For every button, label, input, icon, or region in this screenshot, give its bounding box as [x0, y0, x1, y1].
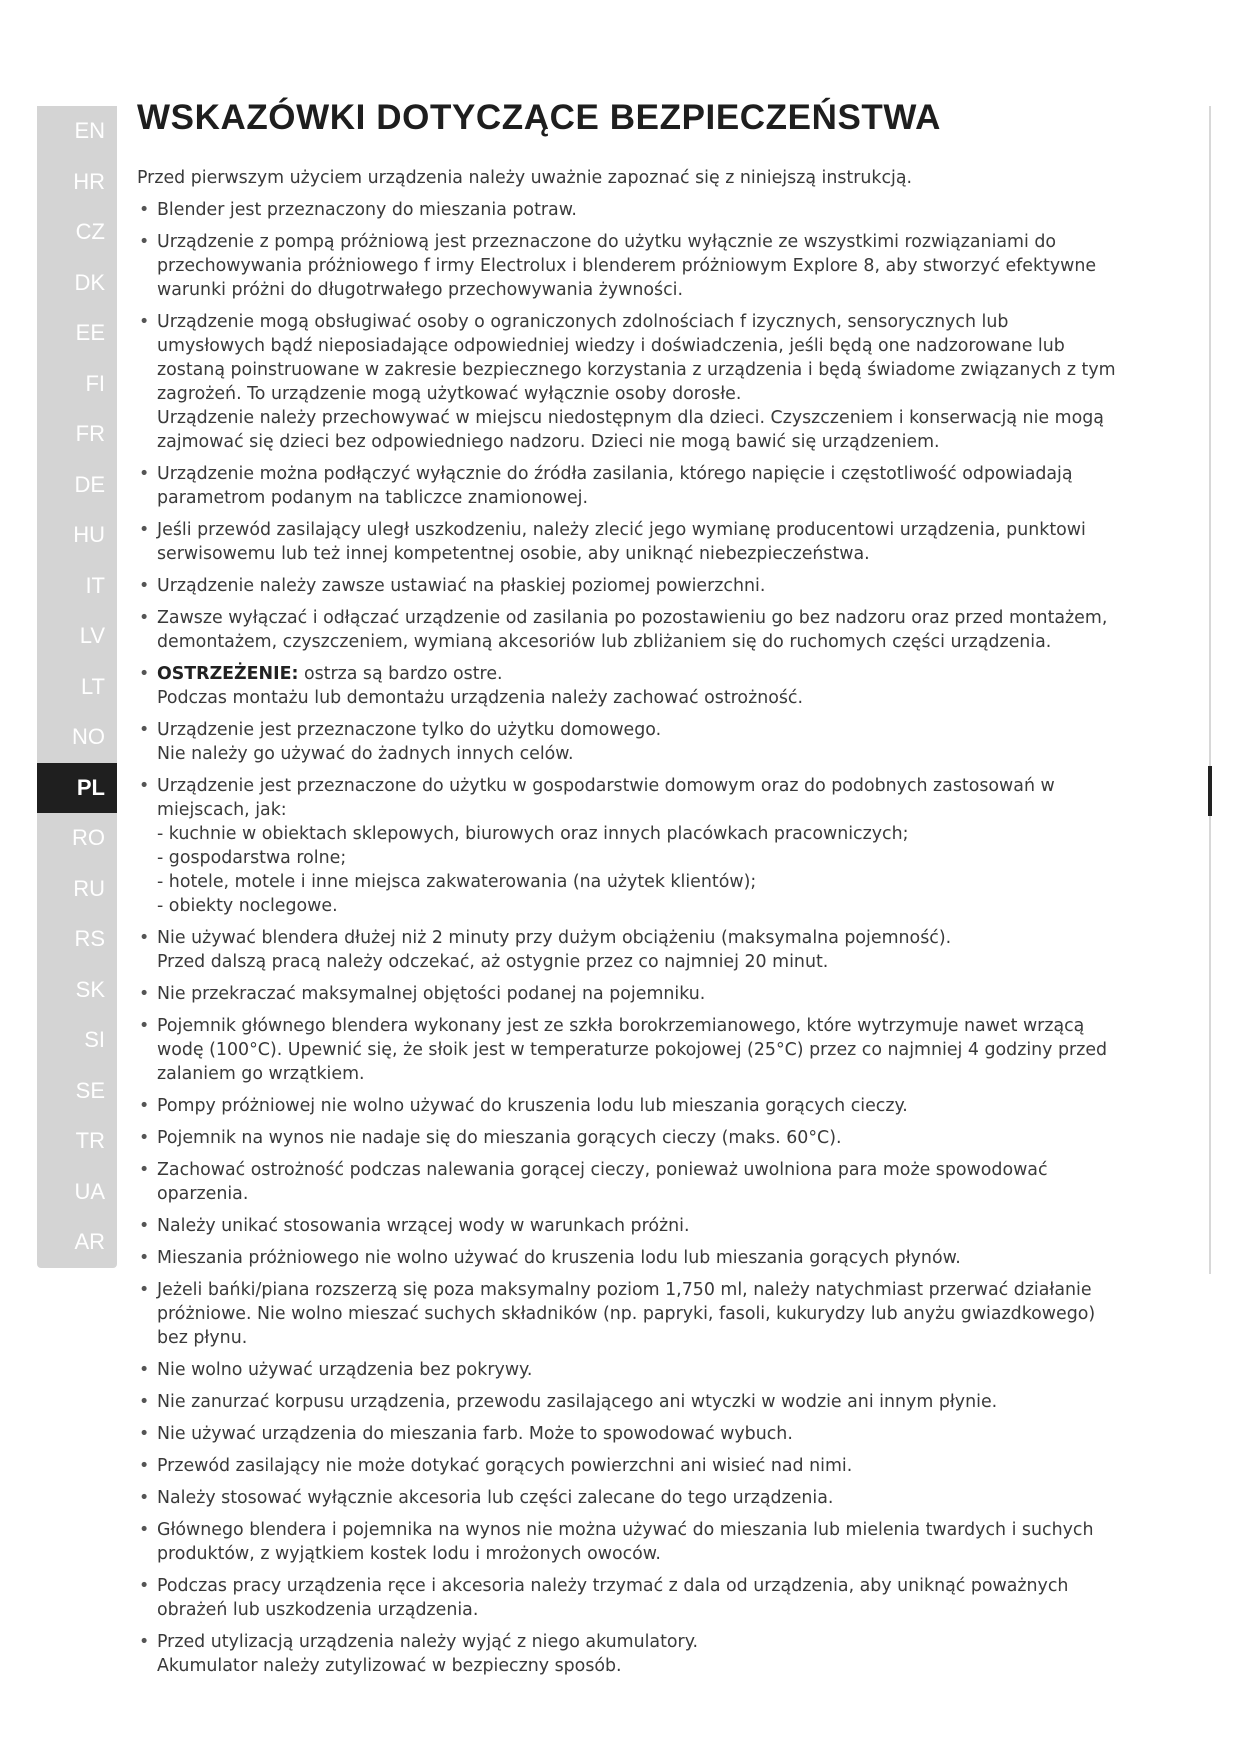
safety-item — [137, 1014, 1117, 1086]
safety-item-line: • Mieszania próżniowego nie wolno używać do kruszenia lodu lub mieszania gorących płynów. — [157, 1248, 961, 1268]
lang-tab-no[interactable]: NO — [37, 712, 117, 763]
lang-tab-de[interactable]: DE — [37, 460, 117, 511]
safety-item — [137, 310, 1117, 454]
safety-item-line: - kuchnie w obiektach sklepowych, biurowych oraz innych placówkach pracowniczych; — [157, 824, 909, 844]
safety-item-line: • Pompy próżniowej nie wolno używać do kruszenia lodu lub mieszania gorących cieczy. — [157, 1096, 908, 1116]
lang-tab-pl[interactable]: PL — [37, 763, 117, 814]
safety-item-line: • Jeśli przewód zasilający uległ uszkodzeniu, należy zlecić jego wymianę producentowi urządzenia, punktowi serwisowemu lub też innej kompetentnej osobie, aby uniknąć niebezpieczeństwa. — [157, 520, 1086, 564]
safety-item — [137, 574, 1117, 598]
safety-item — [137, 198, 1117, 222]
lang-tab-rs[interactable]: RS — [37, 914, 117, 965]
safety-item-line: • Nie przekraczać maksymalnej objętości podanej na pojemniku. — [157, 984, 706, 1004]
safety-item — [137, 1094, 1117, 1118]
safety-item — [137, 230, 1117, 302]
safety-item — [137, 982, 1117, 1006]
safety-item — [137, 774, 1117, 918]
safety-item-line: • Nie wolno używać urządzenia bez pokrywy. — [157, 1360, 533, 1380]
lang-tab-en[interactable]: EN — [37, 106, 117, 157]
lang-tab-fr[interactable]: FR — [37, 409, 117, 460]
lang-tab-dk[interactable]: DK — [37, 258, 117, 309]
lang-tab-ua[interactable]: UA — [37, 1167, 117, 1218]
safety-item — [137, 1158, 1117, 1206]
safety-item-line: • Należy unikać stosowania wrzącej wody w warunkach próżni. — [157, 1216, 690, 1236]
safety-item — [137, 1246, 1117, 1270]
safety-item — [137, 1278, 1117, 1350]
safety-item-line: • Przed utylizacją urządzenia należy wyjąć z niego akumulatory. — [157, 1632, 699, 1652]
content — [137, 98, 1117, 1686]
lang-tab-lt[interactable]: LT — [37, 662, 117, 713]
page-edge-line — [1209, 106, 1211, 1274]
safety-item-line: Urządzenie należy przechowywać w miejscu niedostępnym dla dzieci. Czyszczeniem i konserwacją nie mogą zajmować się dzieci bez odpowiedniego nadzoru. Dzieci nie mogą bawić się urządzeniem. — [157, 408, 1104, 452]
safety-item — [137, 518, 1117, 566]
safety-item-line: • Nie zanurzać korpusu urządzenia, przewodu zasilającego ani wtyczki w wodzie ani innym płynie. — [157, 1392, 998, 1412]
safety-item-line: • Pojemnik głównego blendera wykonany jest ze szkła borokrzemianowego, które wytrzymuje nawet wrzącą wodę (100°C). Upewnić się, że słoik jest w temperaturze pokojowej (25°C) przez co najmniej 4 godziny przed zalaniem go wrzątkiem. — [157, 1016, 1108, 1084]
safety-item — [137, 1214, 1117, 1238]
safety-item-line: Przed dalszą pracą należy odczekać, aż ostygnie przez co najmniej 20 minut. — [157, 952, 829, 972]
lang-tab-ar[interactable]: AR — [37, 1217, 117, 1268]
safety-item-line: • Należy stosować wyłącznie akcesoria lub części zalecane do tego urządzenia. — [157, 1488, 834, 1508]
lang-tab-ee[interactable]: EE — [37, 308, 117, 359]
lang-tab-se[interactable]: SE — [37, 1066, 117, 1117]
safety-item-line: - gospodarstwa rolne; — [157, 848, 347, 868]
lang-tab-si[interactable]: SI — [37, 1015, 117, 1066]
safety-item-line: • Urządzenie mogą obsługiwać osoby o ograniczonych zdolnościach f izycznych, sensorycznych lub umysłowych bądź nieposiadające odpowiedniej wiedzy i doświadczenia, jeśli będą one nadzorowane lub zostaną poinstruowane w zakresie bezpiecznego korzystania z urządzenia i będą świadome związanych z tym zagrożeń. To urządzenie mogą użytkować wyłącznie osoby dorosłe. — [157, 312, 1116, 404]
lang-tab-hr[interactable]: HR — [37, 157, 117, 208]
safety-item — [137, 662, 1117, 710]
lang-tab-tr[interactable]: TR — [37, 1116, 117, 1167]
lang-tab-ro[interactable]: RO — [37, 813, 117, 864]
language-tabs — [37, 106, 117, 1268]
lang-tab-fi[interactable]: FI — [37, 359, 117, 410]
safety-item-line: • Jeżeli bańki/piana rozszerzą się poza maksymalny poziom 1,750 ml, należy natychmiast przerwać działanie próżniowe. Nie wolno mieszać suchych składników (np. papryki, fasoli, kukurydzy lub anyżu gwiazdkowego) bez płynu. — [157, 1280, 1096, 1348]
safety-item-line: • Nie używać urządzenia do mieszania farb. Może to spowodować wybuch. — [157, 1424, 793, 1444]
safety-item-text: ostrza są bardzo ostre. — [303, 664, 503, 684]
safety-item-line: Nie należy go używać do żadnych innych celów. — [157, 744, 574, 764]
safety-item-line: • Podczas pracy urządzenia ręce i akcesoria należy trzymać z dala od urządzenia, aby uniknąć poważnych obrażeń lub uszkodzenia urządzenia. — [157, 1576, 1069, 1620]
safety-item — [137, 1574, 1117, 1622]
safety-item-line: • Urządzenie z pompą próżniową jest przeznaczone do użytku wyłącznie ze wszystkimi rozwiązaniami do przechowywania próżniowego f irmy Electrolux i blenderem próżniowym Explore 8, aby stworzyć efektywne warunki próżni do długotrwałego przechowywania żywności. — [157, 232, 1097, 300]
safety-item — [137, 1486, 1117, 1510]
safety-item-line: • Urządzenie jest przeznaczone tylko do użytku domowego. — [157, 720, 662, 740]
lang-tab-lv[interactable]: LV — [37, 611, 117, 662]
safety-item-line: Akumulator należy zutylizować w bezpieczny sposób. — [157, 1656, 622, 1676]
safety-item-line: • Urządzenie można podłączyć wyłącznie do źródła zasilania, którego napięcie i częstotliwość odpowiadają parametrom podanym na tabliczce znamionowej. — [157, 464, 1073, 508]
safety-item-line: • Zawsze wyłączać i odłączać urządzenie od zasilania po pozostawieniu go bez nadzoru oraz przed montażem, demontażem, czyszczeniem, wymianą akcesoriów lub zbliżaniem się do ruchomych części urządzenia. — [157, 608, 1108, 652]
safety-item-line: - obiekty noclegowe. — [157, 896, 338, 916]
safety-item — [137, 1630, 1117, 1678]
lang-tab-ru[interactable]: RU — [37, 864, 117, 915]
page-edge-marker — [1208, 766, 1212, 816]
safety-item-line — [157, 662, 1117, 686]
safety-item — [137, 606, 1117, 654]
safety-item — [137, 1390, 1117, 1414]
safety-item-line: • Przewód zasilający nie może dotykać gorących powierzchni ani wisieć nad nimi. — [157, 1456, 853, 1476]
safety-item-line: • Głównego blendera i pojemnika na wynos nie można używać do mieszania lub mielenia twardych i suchych produktów, z wyjątkiem kostek lodu i mrożonych owoców. — [157, 1520, 1094, 1564]
safety-item — [137, 1126, 1117, 1150]
lang-tab-cz[interactable]: CZ — [37, 207, 117, 258]
lang-tab-sk[interactable]: SK — [37, 965, 117, 1016]
lang-tab-it[interactable]: IT — [37, 561, 117, 612]
safety-item — [137, 1518, 1117, 1566]
safety-item — [137, 1358, 1117, 1382]
safety-item-line: • Nie używać blendera dłużej niż 2 minuty przy dużym obciążeniu (maksymalna pojemność). — [157, 928, 952, 948]
safety-item-line: • Pojemnik na wynos nie nadaje się do mieszania gorących cieczy (maks. 60°C). — [157, 1128, 842, 1148]
safety-item-line: Podczas montażu lub demontażu urządzenia należy zachować ostrożność. — [157, 688, 804, 708]
safety-item — [137, 1422, 1117, 1446]
safety-item — [137, 718, 1117, 766]
safety-item-line: • Urządzenie jest przeznaczone do użytku w gospodarstwie domowym oraz do podobnych zastosowań w miejscach, jak: — [157, 776, 1055, 820]
safety-item-line: • Urządzenie należy zawsze ustawiać na płaskiej poziomej powierzchni. — [157, 576, 766, 596]
safety-item-line: - hotele, motele i inne miejsca zakwaterowania (na użytek klientów); — [157, 872, 757, 892]
safety-item — [137, 462, 1117, 510]
page-title: WSKAZÓWKI DOTYCZĄCE BEZPIECZEŃSTWA — [137, 98, 941, 137]
safety-item-line: • Blender jest przeznaczony do mieszania potraw. — [157, 200, 577, 220]
safety-item — [137, 1454, 1117, 1478]
safety-item-line: • Zachować ostrożność podczas nalewania gorącej cieczy, ponieważ uwolniona para może spowodować oparzenia. — [157, 1160, 1048, 1204]
lang-tab-hu[interactable]: HU — [37, 510, 117, 561]
safety-item — [137, 926, 1117, 974]
intro-text: Przed pierwszym użyciem urządzenia należy uważnie zapoznać się z niniejszą instrukcją. — [137, 168, 913, 188]
warning-label: OSTRZEŻENIE: — [157, 664, 299, 684]
safety-list — [137, 198, 1117, 1678]
